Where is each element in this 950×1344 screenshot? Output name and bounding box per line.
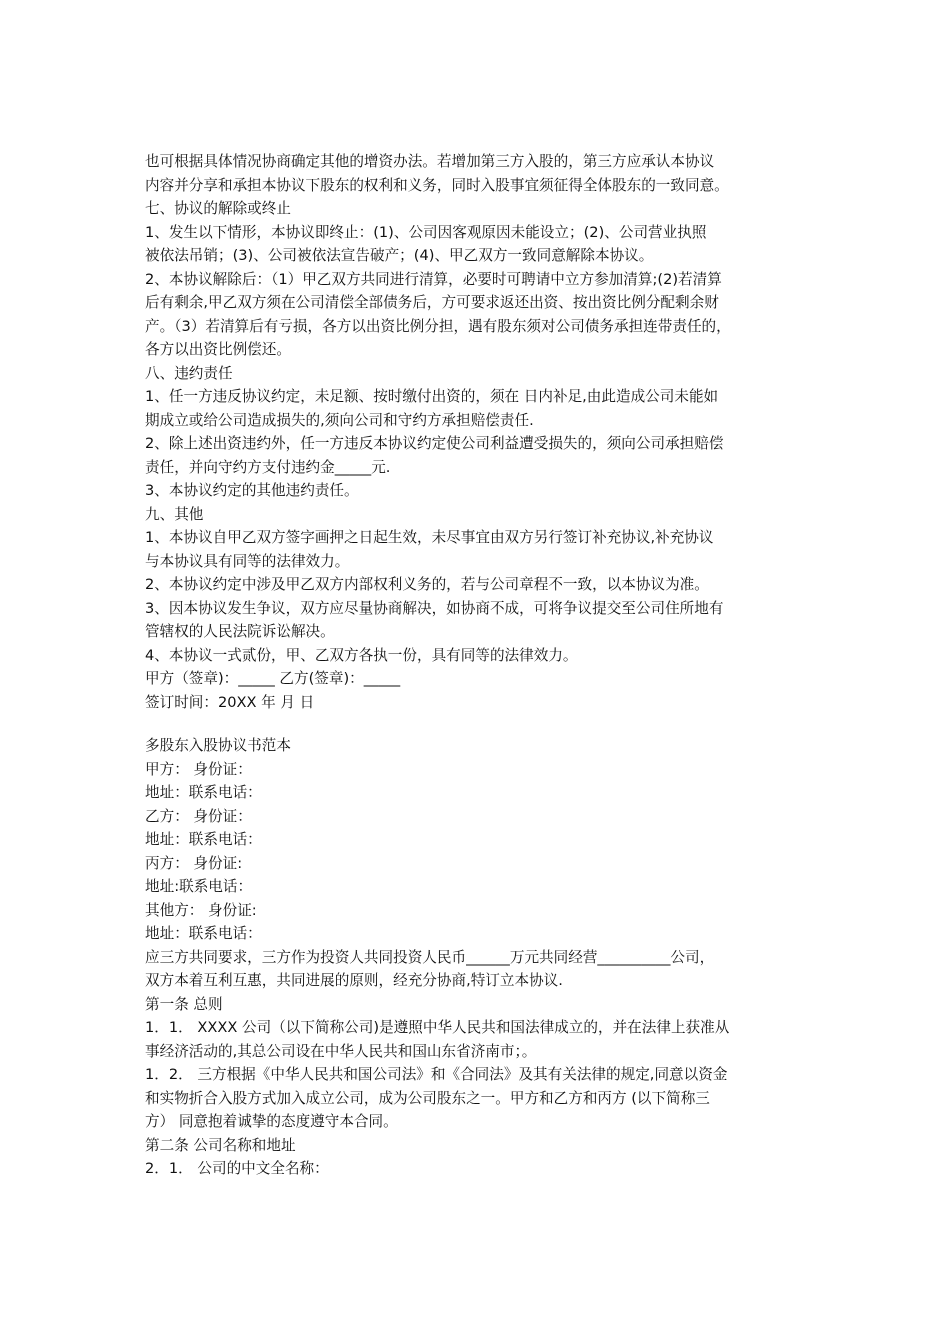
text-line: 甲方（签章)：_____ 乙方(签章)：_____ xyxy=(145,670,401,687)
text-line: 产。（3）若清算后有亏损，各方以出资比例分担，遇有股东须对公司债务承担连带责任的， xyxy=(145,317,731,335)
text-line: 第一条 总则 xyxy=(145,995,223,1013)
text-line: 也可根据具体情况协商确定其他的增资办法。若增加第三方入股的，第三方应承认本协议 xyxy=(145,153,715,170)
text-line: 地址：联系电话： xyxy=(145,831,262,848)
text-line: 内容并分享和承担本协议下股东的权利和义务，同时入股事宜须征得全体股东的一致同意。 xyxy=(145,176,729,194)
text-line: 3、本协议约定的其他违约责任。 xyxy=(145,482,359,499)
text-line: 与本协议具有同等的法律效力。 xyxy=(145,552,350,570)
text-line: 后有剩余,甲乙双方须在公司清偿全部债务后，方可要求返还出资、按出资比例分配剩余财 xyxy=(145,294,719,311)
text-line: 管辖权的人民法院诉讼解决。 xyxy=(145,623,335,640)
section-spacer xyxy=(145,714,817,734)
text-line: 4、本协议一式贰份，甲、乙双方各执一份，具有同等的法律效力。 xyxy=(145,646,578,664)
text-line: 责任，并向守约方支付违约金_____元. xyxy=(145,458,391,476)
text-line: 1．2． 三方根据《中华人民共和国公司法》和《合同法》及其有关法律的规定,同意以资金 xyxy=(145,1066,728,1083)
text-line: 2、本协议解除后：（1）甲乙双方共同进行清算，必要时可聘请中立方参加清算;(2)若清算 xyxy=(145,270,722,288)
text-line: 1、发生以下情形，本协议即终止：(1)、公司因客观原因未能设立；(2)、公司营业执照 xyxy=(145,223,707,241)
text-line: 应三方共同要求，三方作为投资人共同投资人民币______万元共同经营__________公司， xyxy=(145,948,715,966)
text-line: 地址：联系电话： xyxy=(145,784,262,801)
text-line: 1、任一方违反协议约定，未足额、按时缴付出资的，须在 日内补足,由此造成公司未能如 xyxy=(145,388,719,405)
text-line: 2．1． 公司的中文全名称： xyxy=(145,1160,329,1177)
text-line: 第二条 公司名称和地址 xyxy=(145,1136,296,1154)
text-line: 其他方： 身份证: xyxy=(145,901,257,919)
text-line: 乙方： 身份证： xyxy=(145,807,252,825)
agreement-template-section xyxy=(145,734,817,1181)
text-line: 期成立或给公司造成损失的,须向公司和守约方承担赔偿责任. xyxy=(145,411,534,429)
text-line: 多股东入股协议书范本 xyxy=(145,737,291,754)
text-line: 3、因本协议发生争议，双方应尽量协商解决，如协商不成，可将争议提交至公司住所地有 xyxy=(145,599,724,617)
text-line: 事经济活动的,其总公司设在中华人民共和国山东省济南市；。 xyxy=(145,1042,537,1060)
text-line: 1．1． XXXX 公司（以下简称公司)是遵照中华人民共和国法律成立的，并在法律上获准从 xyxy=(145,1019,730,1036)
text-line: 八、违约责任 xyxy=(145,364,233,382)
text-line: 七、协议的解除或终止 xyxy=(145,200,291,217)
text-line: 地址:联系电话： xyxy=(145,878,253,895)
text-line: 被依法吊销；(3)、公司被依法宣告破产；(4)、甲乙双方一致同意解除本协议。 xyxy=(145,247,654,264)
text-line: 双方本着互利互惠，共同进展的原则，经充分协商,特订立本协议. xyxy=(145,972,563,989)
text-line: 地址：联系电话： xyxy=(145,925,262,942)
text-line: 各方以出资比例偿还。 xyxy=(145,341,291,358)
text-line: 方） 同意抱着诚挚的态度遵守本合同。 xyxy=(145,1113,398,1130)
text-line: 2、本协议约定中涉及甲乙双方内部权利义务的，若与公司章程不一致，以本协议为准。 xyxy=(145,576,709,593)
text-line: 和实物折合入股方式加入成立公司，成为公司股东之一。甲方和乙方和丙方 (以下简称三 xyxy=(145,1089,710,1107)
text-line: 1、本协议自甲乙双方签字画押之日起生效，未尽事宜由双方另行签订补充协议,补充协议 xyxy=(145,529,714,546)
agreement-section-continued xyxy=(145,150,817,714)
document-page xyxy=(145,150,817,1181)
text-line: 九、其他 xyxy=(145,505,204,523)
text-line: 丙方： 身份证: xyxy=(145,854,243,872)
text-line: 签订时间：20XX 年 月 日 xyxy=(145,693,315,711)
text-line: 2、除上述出资违约外，任一方违反本协议约定使公司利益遭受损失的，须向公司承担赔偿 xyxy=(145,435,724,452)
text-line: 甲方： 身份证： xyxy=(145,760,252,778)
